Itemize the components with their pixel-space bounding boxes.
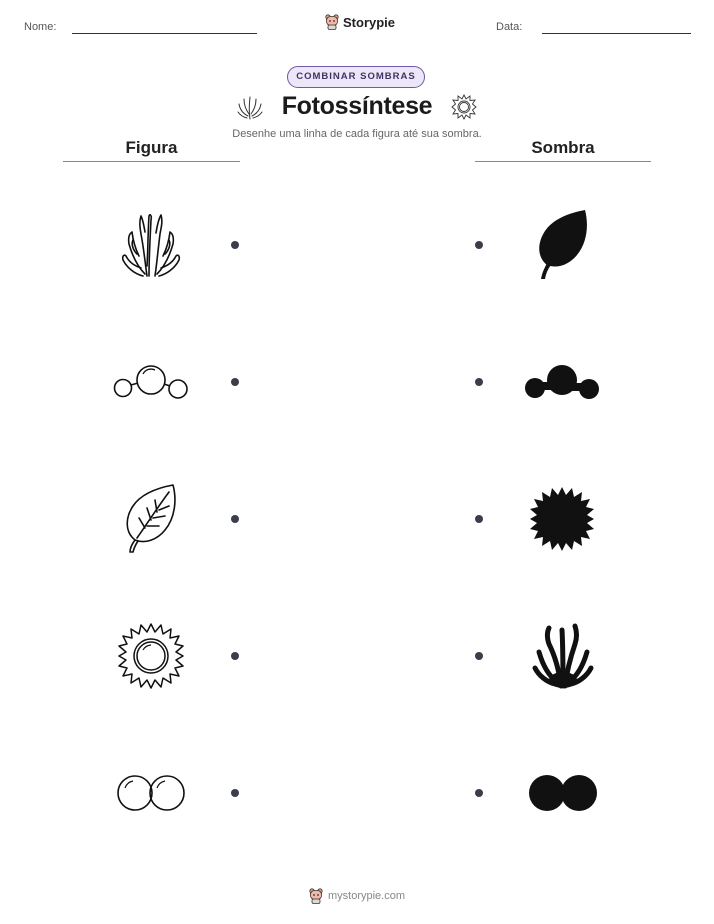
coral-shadow-icon <box>531 620 595 690</box>
leaf-icon <box>125 484 177 554</box>
name-field-line[interactable] <box>72 33 257 34</box>
column-underline-right <box>475 161 651 162</box>
column-underline-left <box>63 161 240 162</box>
sun-decoration-icon <box>451 94 477 120</box>
coral-icon <box>119 210 183 278</box>
leaf-shadow-icon <box>537 209 589 281</box>
right-dot-3[interactable] <box>475 515 483 523</box>
storypie-mascot-icon <box>325 14 339 30</box>
molecule-three-shadow-icon <box>524 364 600 400</box>
sun-shadow-icon <box>528 485 596 553</box>
sun-icon <box>117 622 185 690</box>
date-field-line[interactable] <box>542 33 691 34</box>
left-dot-3[interactable] <box>231 515 239 523</box>
right-dot-1[interactable] <box>475 241 483 249</box>
molecule-three-icon <box>113 364 189 400</box>
left-dot-4[interactable] <box>231 652 239 660</box>
footer-url[interactable]: mystorypie.com <box>327 890 406 902</box>
activity-badge: COMBINAR SOMBRAS <box>287 66 425 88</box>
right-dot-4[interactable] <box>475 652 483 660</box>
footer <box>0 888 714 904</box>
name-label: Nome: <box>24 21 57 33</box>
page-title: Fotossíntese <box>281 92 433 120</box>
storypie-mascot-icon <box>309 888 323 904</box>
column-header-sombra: Sombra <box>531 138 595 157</box>
instructions: Desenhe uma linha de cada figura até sua sombra. <box>232 128 482 140</box>
molecule-two-icon <box>117 774 185 812</box>
right-dot-5[interactable] <box>475 789 483 797</box>
left-dot-2[interactable] <box>231 378 239 386</box>
right-dot-2[interactable] <box>475 378 483 386</box>
left-dot-1[interactable] <box>231 241 239 249</box>
date-label: Data: <box>496 21 523 33</box>
molecule-two-shadow-icon <box>529 774 597 812</box>
left-dot-5[interactable] <box>231 789 239 797</box>
column-header-figura: Figura <box>125 138 178 157</box>
brand-name: Storypie <box>343 14 396 30</box>
brand-logo <box>325 14 395 30</box>
